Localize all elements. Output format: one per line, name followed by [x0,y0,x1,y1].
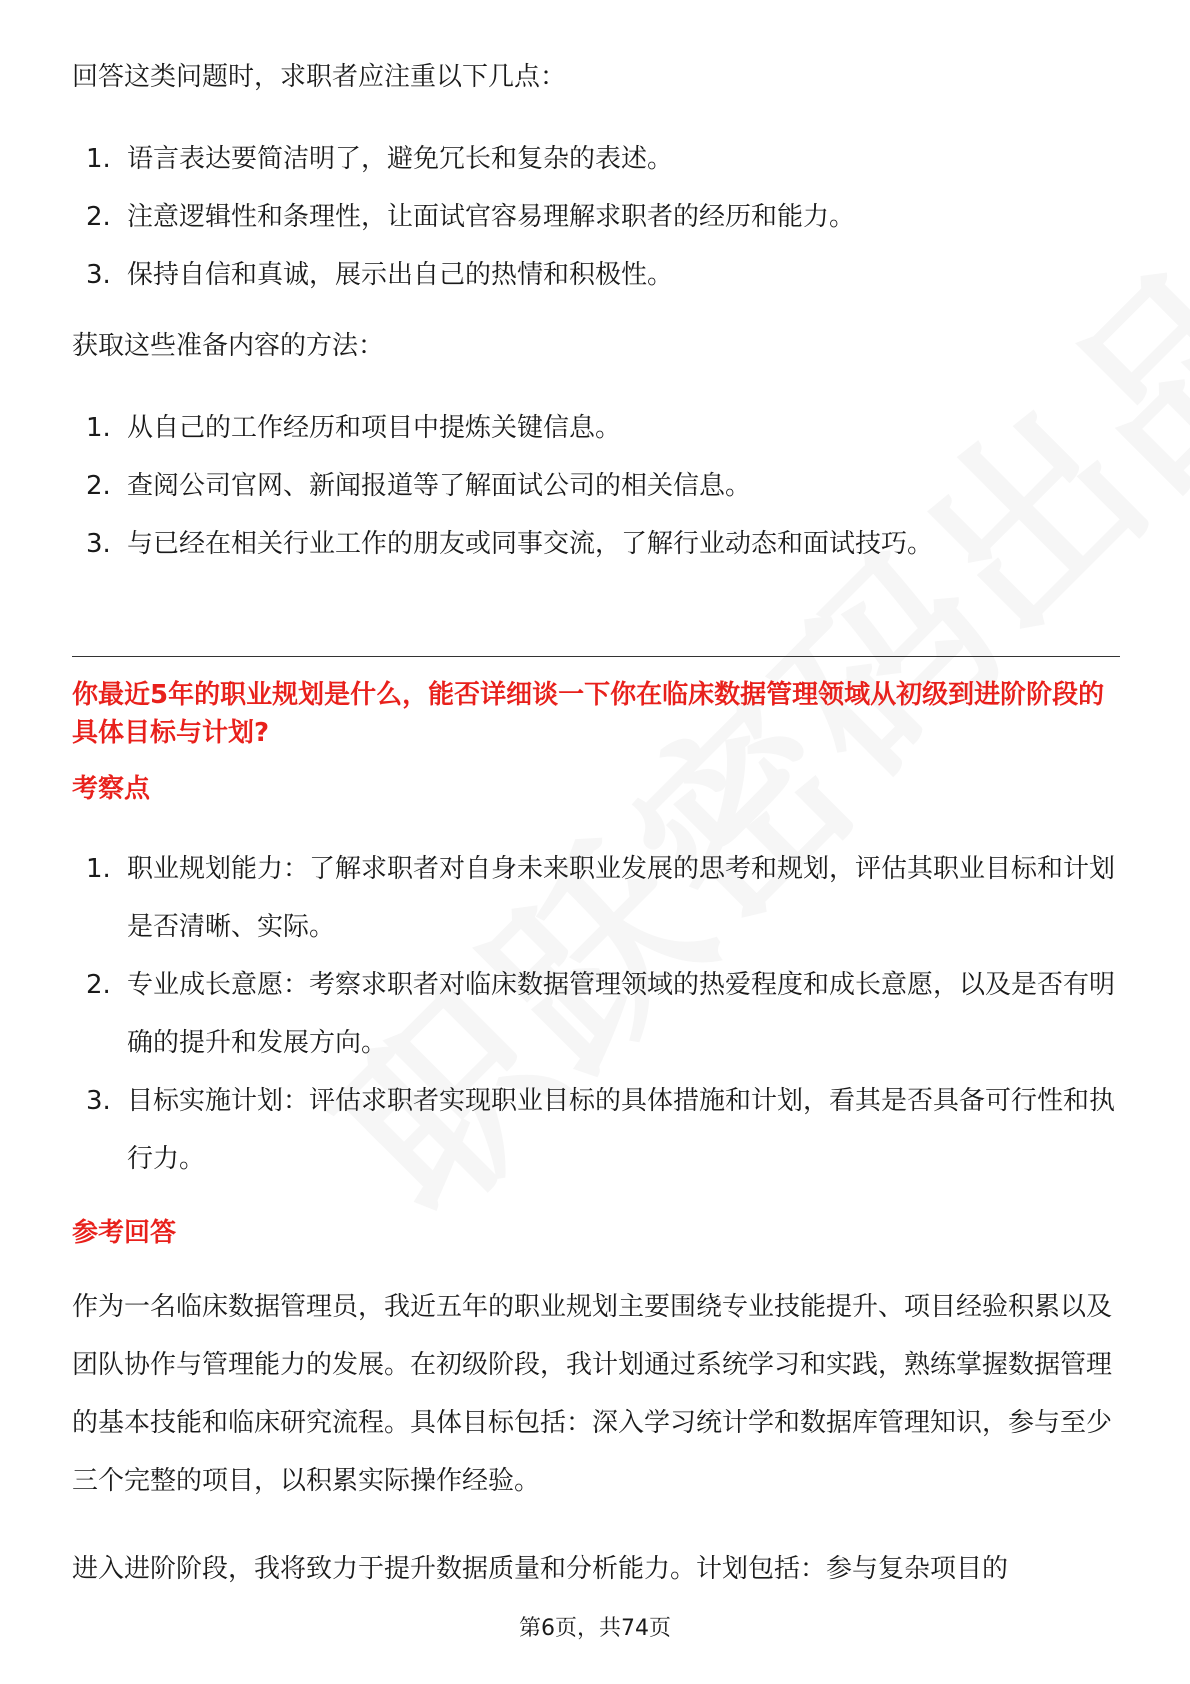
list-item-text: 注意逻辑性和条理性，让面试官容易理解求职者的经历和能力。 [127,202,856,232]
list-number: 3. [86,529,111,559]
examine-heading: 考察点 [72,774,151,804]
list-item-text: 专业成长意愿：考察求职者对临床数据管理领域的热爱程度和成长意愿，以及是否有明确的提升和发展方向。 [127,970,1116,1058]
list-number: 3. [86,260,111,290]
list-number: 2. [86,202,111,232]
list-item [72,130,1120,188]
answer-paragraph-1: 作为一名临床数据管理员，我近五年的职业规划主要围绕专业技能提升、项目经验积累以及团队协作与管理能力的发展。在初级阶段，我计划通过系统学习和实践，熟练掌握数据管理的基本技能和临床研究流程。具体目标包括：深入学习统计学和数据库管理知识，参与至少三个完整的项目，以积累实际操作经验。 [72,1292,1113,1496]
list-number: 2. [86,471,111,501]
list-item-text: 从自己的工作经历和项目中提炼关键信息。 [127,413,622,443]
list-item [72,840,1120,956]
question-heading: 你最近5年的职业规划是什么，能否详细谈一下你在临床数据管理领域从初级到进阶阶段的具体目标与计划? [72,680,1105,748]
list-item [72,515,1120,573]
answer-heading: 参考回答 [72,1218,177,1248]
tips-list [72,130,1120,304]
methods-list [72,399,1120,573]
list-item-text: 查阅公司官网、新闻报道等了解面试公司的相关信息。 [127,471,752,501]
list-number: 1. [86,854,111,884]
list-item [72,1072,1120,1188]
list-number: 3. [86,1086,111,1116]
list-item [72,956,1120,1072]
intro-paragraph-1: 回答这类问题时，求职者应注重以下几点： [72,62,567,92]
list-number: 2. [86,970,111,1000]
intro-paragraph-2: 获取这些准备内容的方法： [72,331,385,361]
page-number: 第6页，共74页 [519,1616,671,1641]
list-item-text: 与已经在相关行业工作的朋友或同事交流，了解行业动态和面试技巧。 [127,529,934,559]
section-divider [72,656,1120,657]
list-item [72,457,1120,515]
list-item-text: 目标实施计划：评估求职者实现职业目标的具体措施和计划，看其是否具备可行性和执行力。 [127,1086,1116,1174]
list-item-text: 保持自信和真诚，展示出自己的热情和积极性。 [127,260,674,290]
list-item [72,188,1120,246]
list-item-text: 职业规划能力：了解求职者对自身未来职业发展的思考和规划，评估其职业目标和计划是否清晰、实际。 [127,854,1116,942]
list-number: 1. [86,413,111,443]
answer-paragraph-2: 进入进阶阶段，我将致力于提升数据质量和分析能力。计划包括：参与复杂项目的 [72,1554,1009,1584]
list-number: 1. [86,144,111,174]
examine-list [72,840,1120,1188]
list-item-text: 语言表达要简洁明了，避免冗长和复杂的表述。 [127,144,674,174]
list-item [72,246,1120,304]
list-item [72,399,1120,457]
